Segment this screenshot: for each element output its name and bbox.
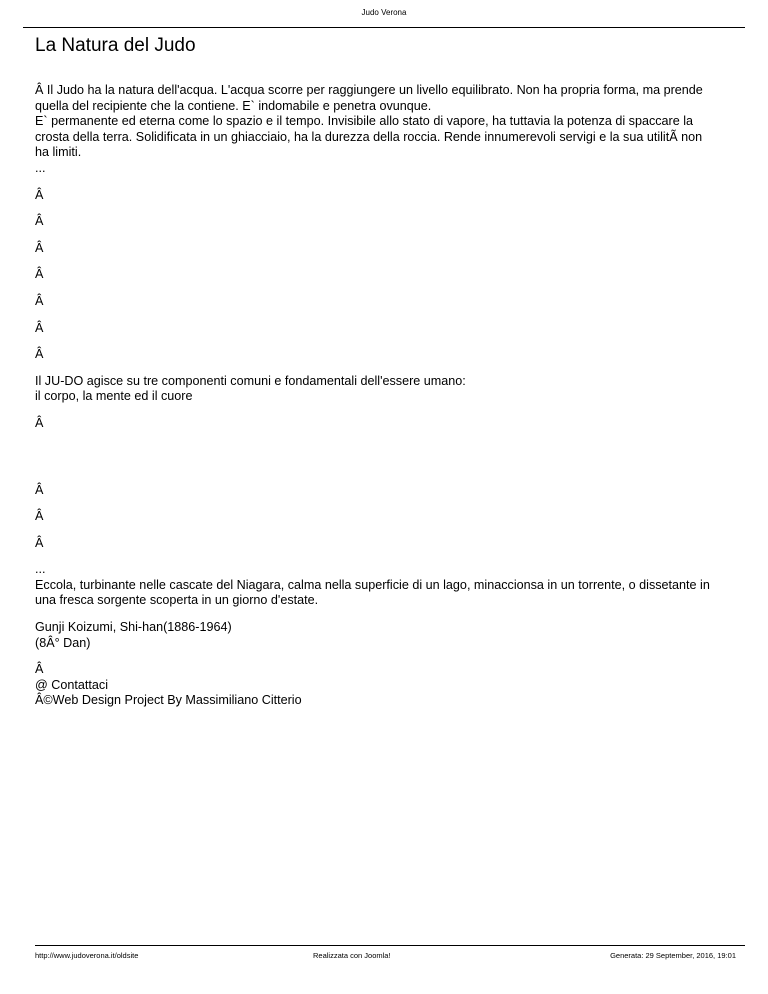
spacer-paragraph: Â (35, 293, 44, 308)
spacer-paragraph: Â (35, 482, 44, 497)
footer-powered-by: Realizzata con Joomla! (313, 951, 391, 960)
spacer-paragraph: Â (35, 509, 44, 524)
credit-text: Â©Web Design Project By Massimiliano Citterio (35, 693, 302, 708)
author-name: Gunji Koizumi, Shi-han(1886-1964) (35, 620, 232, 635)
components-line: Il JU-DO agisce su tre componenti comuni e fondamentali dell'essere umano: (35, 373, 466, 388)
judo-components-paragraph (35, 374, 735, 405)
spacer-paragraph: Â (35, 320, 44, 335)
intro-line: crosta della terra. Solidificata in un ghiacciaio, ha la durezza della roccia. Rende innumerevoli servigi e la sua utilitÃ non (35, 129, 703, 144)
closing-line: una fresca sorgente scoperta in un giorno d'estate. (35, 593, 319, 608)
article-title: La Natura del Judo (35, 35, 196, 56)
intro-paragraph (35, 83, 735, 177)
spacer-paragraph: Â (35, 415, 44, 430)
page-footer (35, 945, 745, 966)
spacer-paragraph: Â (35, 187, 44, 202)
components-line: il corpo, la mente ed il cuore (35, 389, 193, 404)
spacer-paragraph: Â (35, 535, 44, 550)
page-header (23, 0, 745, 28)
footer-generated-date: Generata: 29 September, 2016, 19:01 (610, 951, 736, 960)
spacer-paragraph: Â (35, 214, 44, 229)
contact-paragraph (35, 662, 735, 709)
intro-line: Â Il Judo ha la natura dell'acqua. L'acqua scorre per raggiungere un livello equilibrato. Non ha propria forma, ma prende (35, 83, 703, 97)
author-paragraph (35, 620, 735, 651)
intro-line: quella del recipiente che la contiene. E` indomabile e penetra ovunque. (35, 98, 432, 113)
intro-line: ha limiti. (35, 145, 82, 160)
intro-line: ... (35, 160, 46, 175)
contact-link[interactable]: @ Contattaci (35, 677, 108, 692)
closing-line: ... (35, 562, 46, 577)
article-body (35, 83, 735, 709)
closing-paragraph (35, 562, 735, 609)
closing-line: Eccola, turbinante nelle cascate del Niagara, calma nella superficie di un lago, minaccionsa in un torrente, o dissetante in (35, 577, 710, 592)
site-name: Judo Verona (361, 8, 407, 17)
footer-url: http://www.judoverona.it/oldsite (35, 951, 139, 960)
spacer-paragraph: Â (35, 240, 44, 255)
spacer-paragraph: Â (35, 347, 44, 362)
intro-line: E` permanente ed eterna come lo spazio e il tempo. Invisibile allo stato di vapore, ha tuttavia la potenza di spaccare la (35, 114, 694, 129)
spacer-glyph: Â (35, 662, 44, 677)
spacer-paragraph: Â (35, 267, 44, 282)
author-rank: (8Â° Dan) (35, 635, 91, 650)
